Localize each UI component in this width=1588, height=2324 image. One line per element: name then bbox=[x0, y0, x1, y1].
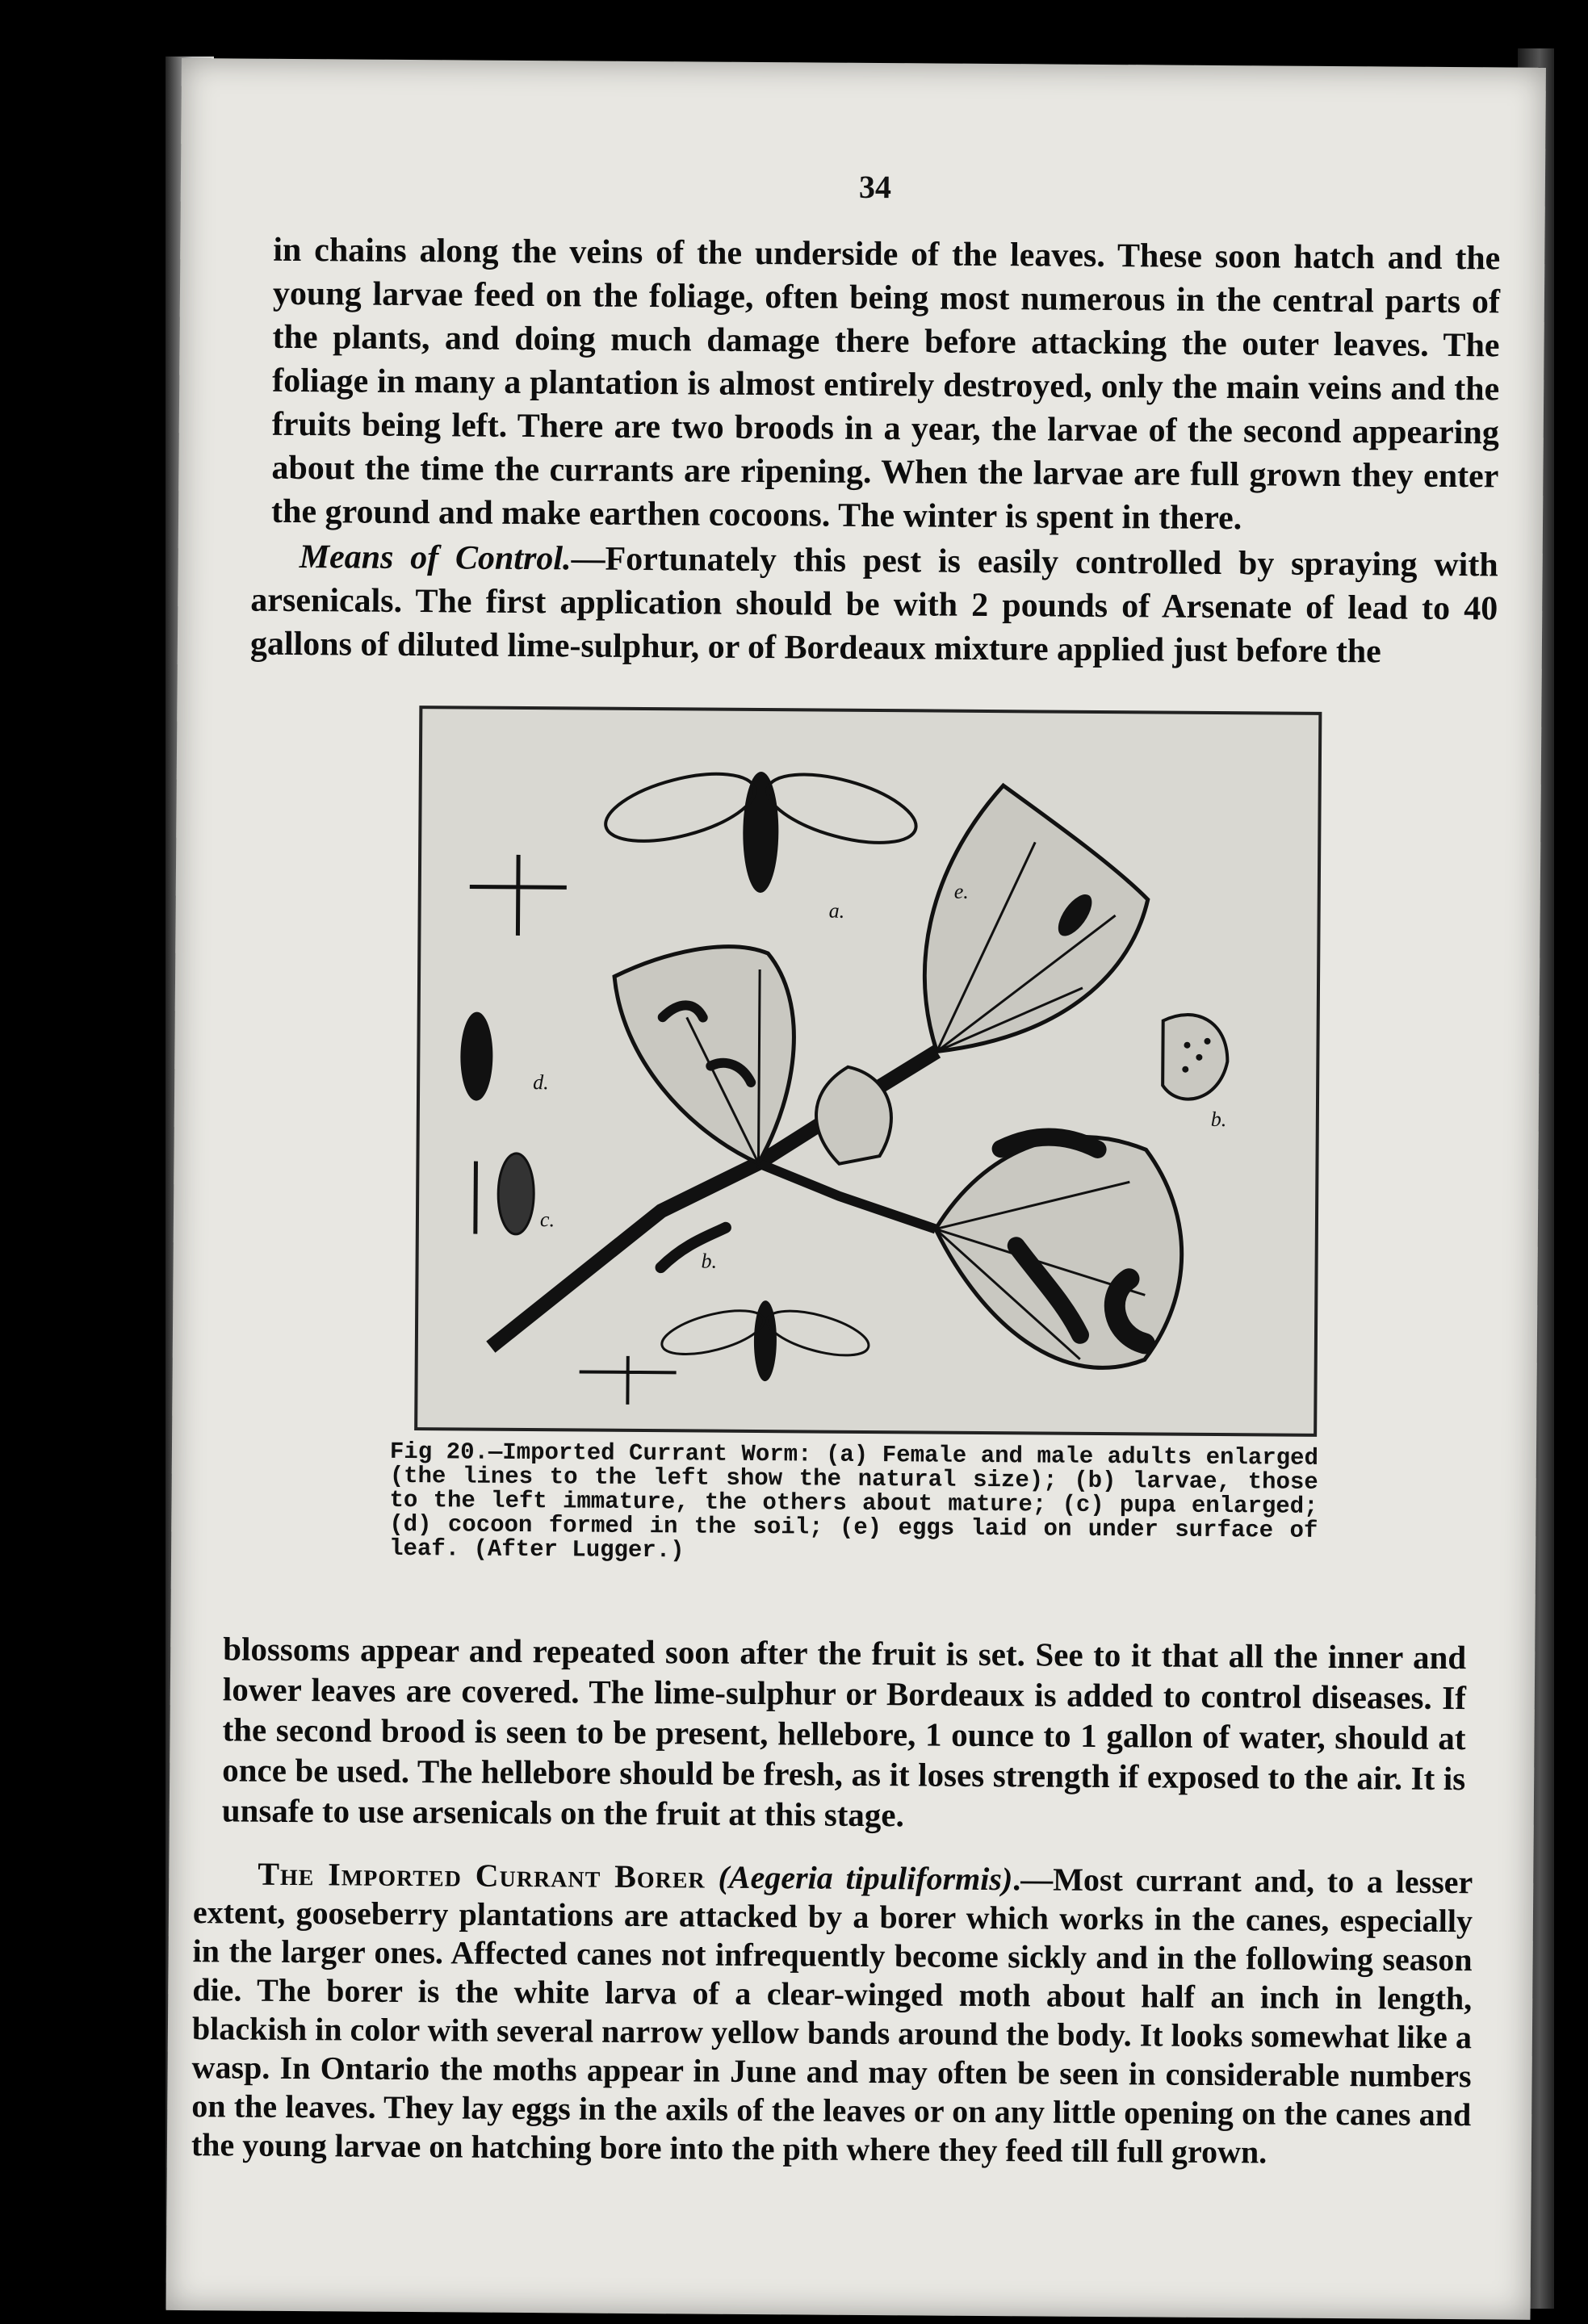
figure-label-a: a. bbox=[828, 898, 845, 923]
figure-label-c: c. bbox=[539, 1208, 555, 1232]
adult-female-wing-left bbox=[599, 761, 762, 855]
currant-borer-heading: The Imported Currant Borer bbox=[258, 1855, 706, 1895]
book-page bbox=[166, 58, 1546, 2320]
adult-female-body bbox=[743, 772, 779, 893]
egg-dot bbox=[1182, 1066, 1188, 1073]
currant-borer-text: .—Most currant and, to a lesser extent, gooseberry plantations are attacked by a borer which works in the canes, especially in the larger ones. Affected canes not infrequently become sickly and in the following season die. The borer is the white larva of a clear-winged moth about half an inch in length, blackish in color with several narrow yellow bands around the body. It looks somewhat like a wasp. In Ontario the moths appear in June and may often be seen in considerable numbers on the leaves. They lay eggs in the axils of the leaves or on any little opening on the canes and the young larvae on hatching bore into the pith where they feed till full grown. bbox=[191, 1861, 1473, 2171]
paragraph-means-of-control bbox=[250, 535, 1498, 675]
egg-leaf-fragment bbox=[1163, 1015, 1228, 1099]
pupa-c bbox=[498, 1154, 534, 1234]
egg-dot bbox=[1196, 1054, 1202, 1061]
egg-dot bbox=[1184, 1042, 1190, 1049]
currant-worm-drawing bbox=[417, 709, 1318, 1434]
scale-bar-adult-male bbox=[579, 1355, 676, 1405]
cocoon-d bbox=[460, 1011, 493, 1100]
means-of-control-text: —Fortunately this pest is easily controlled by spraying with arsenicals. The first application should be with 2 pounds of Arsenate of lead to 40 gallons of diluted lime-sulphur, or of Bordeaux mixture applied just before the bbox=[249, 540, 1498, 671]
egg-dot bbox=[1205, 1038, 1211, 1045]
figure-currant-worm-illustration bbox=[414, 706, 1322, 1437]
paragraph-currant-borer bbox=[191, 1854, 1473, 2173]
paragraph-spraying-schedule: blossoms appear and repeated soon after the fruit is set. See to it that all the inner and lower leaves are covered. The lime-sulphur or Bordeaux is added to control diseases. If the second brood is seen to be present, hellebore, 1 ounce to 1 gallon of water, should at once be used. The hellebore should be fresh, as it loses strength if exposed to the air. It is unsafe to use arsenicals on the fruit at this stage. bbox=[221, 1630, 1467, 1834]
figure-label-e: e. bbox=[953, 879, 969, 903]
paragraph-larvae-description: in chains along the veins of the underside of the leaves. These soon hatch and the young larvae feed on the foliage, often being most numerous in the central parts of the plants, and doing much damage there before attacking the outer leaves. The foliage in many a plantation is almost entirely destroyed, only the main veins and the fruits being left. There are two broods in a year, the larvae of the second appearing about the time the currants are ripening. When the larvae are full grown they enter the ground and make earthen cocoons. The winter is spent in there. bbox=[270, 231, 1501, 538]
page-number: 34 bbox=[858, 168, 892, 206]
figure-label-d: d. bbox=[533, 1070, 549, 1095]
adult-female-wing-right bbox=[760, 761, 924, 856]
adult-male-wing-right bbox=[762, 1302, 873, 1364]
adult-male-wing-left bbox=[658, 1302, 769, 1363]
figure-label-b: b. bbox=[1210, 1107, 1227, 1132]
currant-branch bbox=[758, 1163, 936, 1229]
leaf-upper-right bbox=[924, 785, 1149, 1053]
figure-caption: Fig 20.—Imported Currant Worm: (a) Female and male adults enlarged (the lines to the left show the natural size); (b) larvae, those to the left immature, the others about mature; (c) pupa enlarged; (d) cocoon formed in the soil; (e) eggs laid on under surface of leaf. (After Lugger.) bbox=[389, 1438, 1319, 1564]
means-of-control-heading: Means of Control. bbox=[299, 538, 572, 578]
figure-label-b-larva: b. bbox=[701, 1249, 718, 1273]
scale-bar-adult-female bbox=[469, 855, 567, 936]
currant-borer-latin-name: (Aegeria tipuliformis) bbox=[718, 1858, 1013, 1898]
